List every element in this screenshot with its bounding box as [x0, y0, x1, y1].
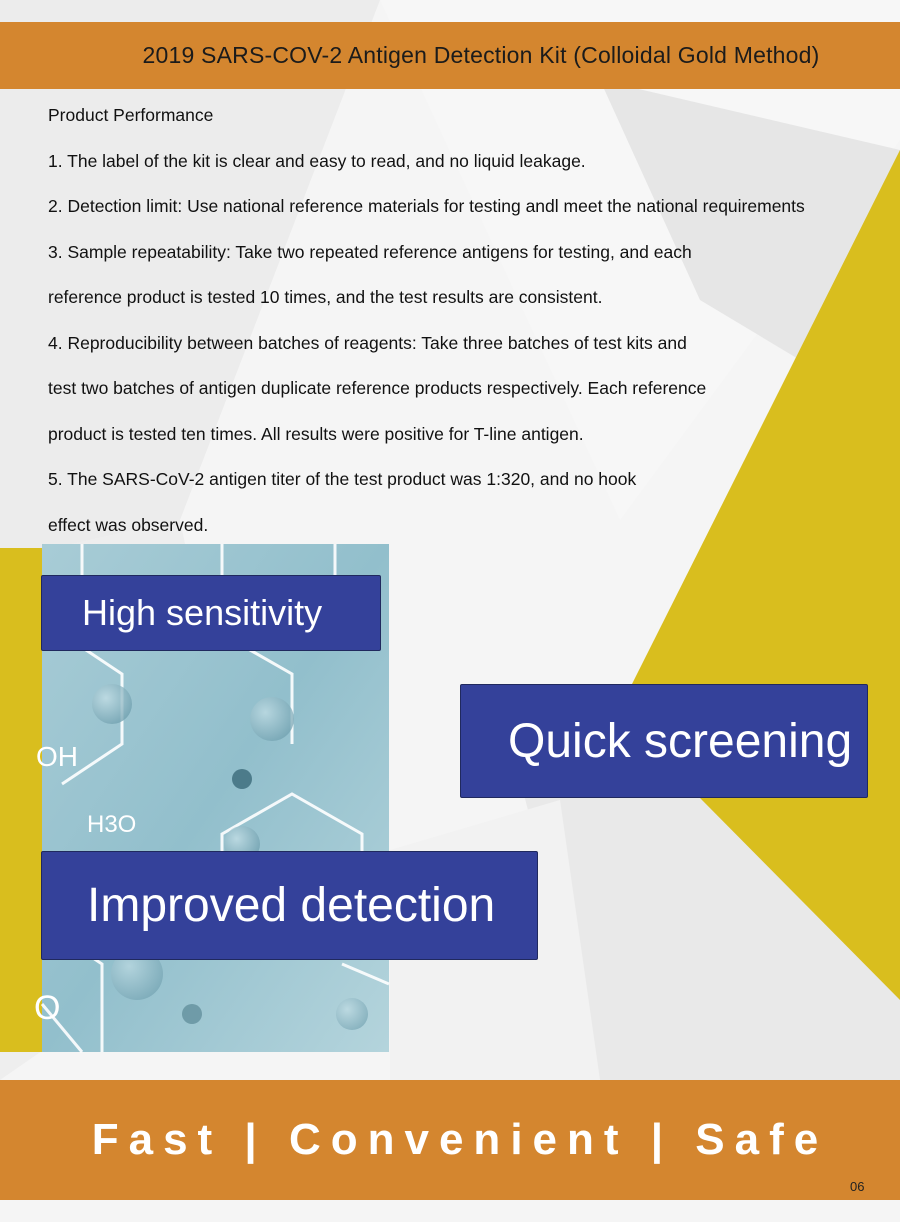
performance-line: 2. Detection limit: Use national reference materials for testing andl meet the national requirements [48, 196, 805, 216]
performance-line: 1. The label of the kit is clear and easy to read, and no liquid leakage. [48, 150, 586, 171]
performance-line: reference product is tested 10 times, and the test results are consistent. [48, 287, 603, 307]
quick-screening-badge [460, 684, 868, 798]
page-number: 06 [850, 1179, 865, 1194]
performance-line: test two batches of antigen duplicate reference products respectively. Each reference [48, 378, 707, 398]
footer-slogan: Fast | Convenient | Safe [91, 1115, 829, 1164]
high-sensitivity-label: High sensitivity [82, 592, 323, 633]
oh-label: OH [36, 741, 78, 772]
performance-line: 3. Sample repeatability: Take two repeated reference antigens for testing, and each [48, 241, 692, 262]
high-sensitivity-badge [41, 575, 381, 651]
quick-screening-label: Quick screening [508, 714, 853, 768]
improved-detection-badge [41, 851, 538, 960]
performance-line: 5. The SARS-CoV-2 antigen titer of the test product was 1:320, and no hook [48, 469, 637, 489]
performance-line: product is tested ten times. All results were positive for T-line antigen. [48, 423, 584, 444]
improved-detection-label: Improved detection [87, 879, 496, 932]
product-performance [48, 104, 868, 559]
o-label: O [34, 989, 61, 1027]
performance-line: 4. Reproducibility between batches of reagents: Take three batches of test kits and [48, 332, 687, 353]
performance-line: effect was observed. [48, 514, 209, 535]
performance-heading: Product Performance [48, 105, 214, 125]
h3o-label: H3O [87, 811, 137, 838]
document-title: 2019 SARS-COV-2 Antigen Detection Kit (Colloidal Gold Method) [142, 42, 820, 68]
